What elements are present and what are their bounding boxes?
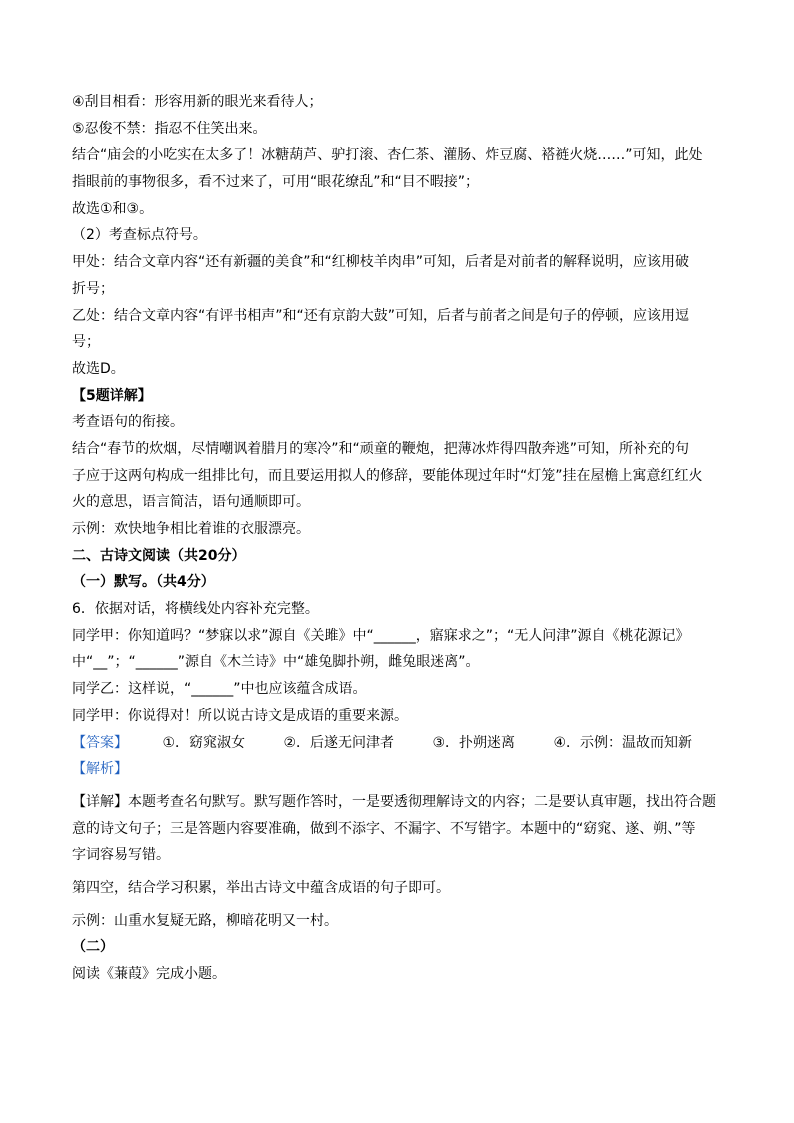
detail-line: 第四空，结合学习积累，举出古诗文中蕴含成语的句子即可。: [72, 879, 450, 896]
text-line: ④刮目相看：形容用新的眼光来看待人；: [72, 94, 323, 110]
section-heading: 【5题详解】: [72, 387, 152, 404]
answer-item: ②．后遂无问津者: [283, 734, 395, 751]
text-line: 故选D。: [72, 360, 125, 377]
subsection-heading: （二）: [72, 939, 114, 956]
text-line: 指眼前的事物很多，看不过来了，可用“眼花缭乱”和“目不暇接”；: [72, 174, 480, 191]
text-line: 结合“庙会的小吃实在太多了！冰糖葫芦、驴打滚、杏仁茶、灌肠、炸豆腐、褡裢火烧……”可知，此处: [72, 147, 703, 164]
answer-item: ④．示例：温故而知新: [553, 734, 693, 751]
answer-item: ①．窈窕淑女: [162, 734, 246, 751]
detail-line: 字词容易写错。: [72, 847, 170, 864]
text-line: 同学乙：这样说，“______”中也应该蕴含成语。: [72, 681, 367, 698]
document-page: [72, 92, 732, 991]
detail-line: 示例：山重水复疑无路，柳暗花明又一村。: [72, 912, 338, 929]
text-line: 折号；: [72, 280, 114, 297]
text-line: 中“__”；“______”源自《木兰诗》中“雄兔脚扑朔，雌兔眼迷离”。: [72, 654, 480, 671]
analysis-tag: 【解析】: [72, 761, 128, 778]
text-line: 甲处：结合文章内容“还有新疆的美食”和“红柳枝羊肉串”可知，后者是对前者的解释说明，应该用破: [72, 254, 690, 271]
section-heading: 二、古诗文阅读（共20分）: [72, 547, 246, 564]
text-line: 子应于这两句构成一组排比句，而且要运用拟人的修辞，要能体现过年时“灯笼”挂在屋檐上寓意红红火: [72, 467, 703, 484]
text-line: 示例：欢快地争相比着谁的衣服漂亮。: [72, 521, 310, 537]
question-prompt: 6．依据对话，将横线处内容补充完整。: [72, 601, 319, 618]
text-line: ⑤忍俊不禁：指忍不住笑出来。: [72, 120, 267, 137]
text-line: 号；: [72, 334, 100, 351]
text-line: 考查语句的衔接。: [72, 414, 184, 431]
text-line: 同学甲：你知道吗？“梦寐以求”源自《关雎》中“______，寤寐求之”；“无人问津”源自《桃花源记》: [72, 627, 690, 644]
text-line: 乙处：结合文章内容“有评书相声”和“还有京韵大鼓”可知，后者与前者之间是句子的停顿，应该用逗: [72, 307, 690, 324]
text-line: （2）考查标点符号。: [72, 227, 207, 244]
detail-line: 【详解】本题考查名句默写。默写题作答时，一是要透彻理解诗文的内容；二是要认真审题，找出符合题: [72, 793, 716, 810]
text-line: 同学甲：你说得对！所以说古诗文是成语的重要来源。: [72, 707, 408, 724]
subsection-heading: （一）默写。（共4分）: [72, 574, 215, 591]
answer-item: ③．扑朔迷离: [432, 734, 516, 751]
text-line: 结合“春节的炊烟，尽情嘲讽着腊月的寒冷”和“顽童的鞭炮，把薄冰炸得四散奔逃”可知，所补充的句: [72, 440, 690, 457]
answer-line: [72, 733, 732, 760]
answer-tag: 【答案】: [72, 734, 128, 751]
detail-line: 意的诗文句子；三是答题内容要准确，做到不添字、不漏字、不写错字。本题中的“窈窕、遂、朔、”等: [72, 820, 696, 837]
text-line: 火的意思，语言简洁，语句通顺即可。: [72, 494, 310, 511]
text-line: 故选①和③。: [72, 200, 154, 217]
detail-line: 阅读《蒹葭》完成小题。: [72, 966, 226, 982]
